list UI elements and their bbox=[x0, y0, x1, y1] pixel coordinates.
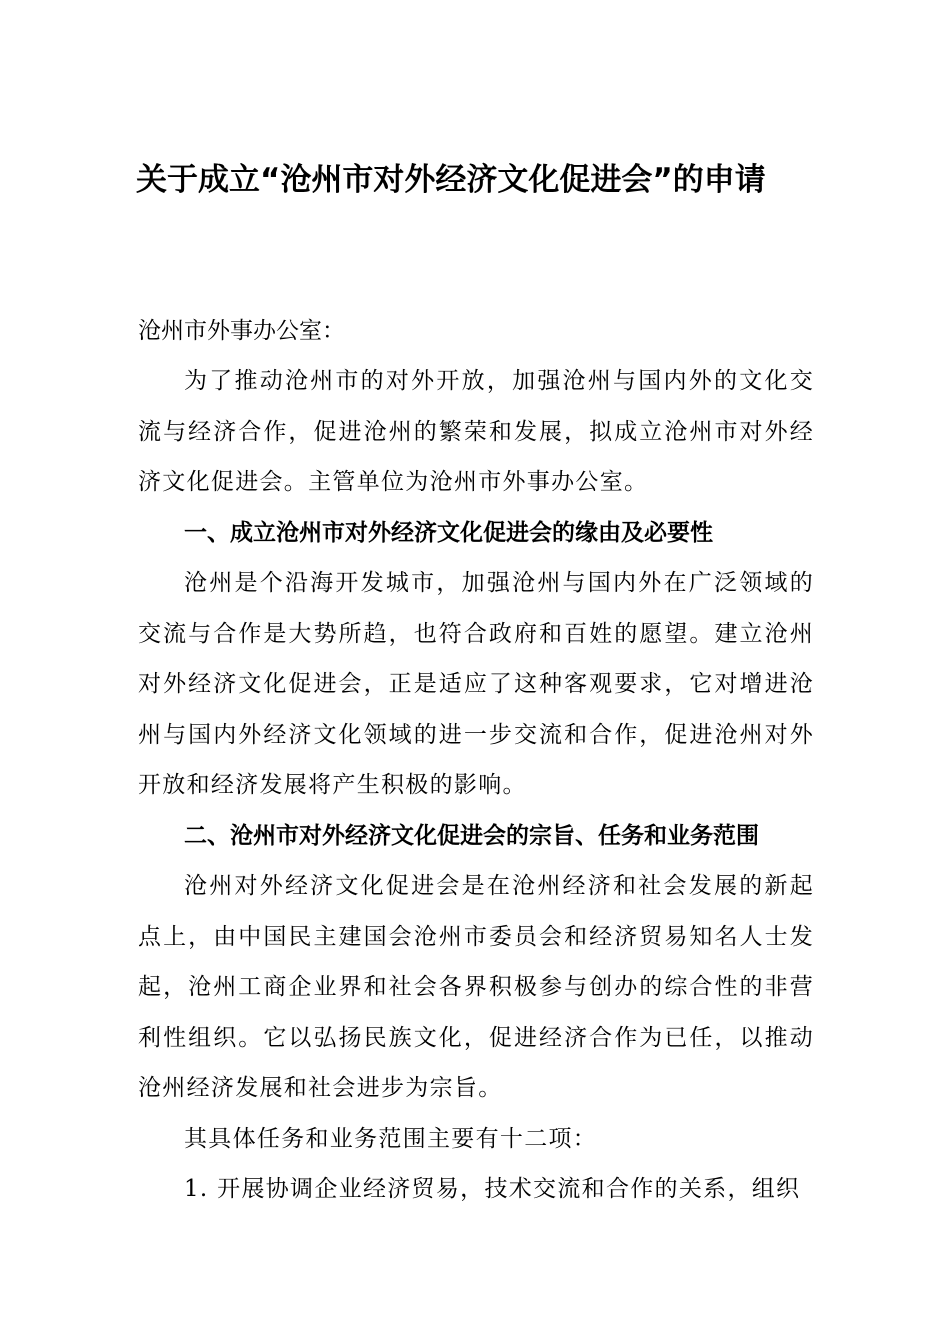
document-title: 关于成立“沧州市对外经济文化促进会”的申请 bbox=[136, 162, 766, 198]
section-1-paragraph: 沧州是个沿海开发城市，加强沧州与国内外在广泛领域的交流与合作是大势所趋，也符合政府和百姓的愿望。建立沧州对外经济文化促进会，正是适应了这种客观要求，它对增进沧州与国内外经济文化领域的进一步交流和合作，促进沧州对外开放和经济发展将产生积极的影响。 bbox=[138, 570, 814, 798]
salutation: 沧州市外事办公室： bbox=[138, 318, 345, 344]
section-1-heading: 一、成立沧州市对外经济文化促进会的缘由及必要性 bbox=[184, 519, 713, 546]
task-item-1: 1. 开展协调企业经济贸易，技术交流和合作的关系，组织 bbox=[184, 1176, 801, 1202]
document-body bbox=[138, 306, 814, 1215]
tasks-intro-paragraph: 其具体任务和业务范围主要有十二项： bbox=[184, 1125, 598, 1152]
section-2-heading: 二、沧州市对外经济文化促进会的宗旨、任务和业务范围 bbox=[184, 822, 759, 849]
intro-paragraph: 为了推动沧州市的对外开放，加强沧州与国内外的文化交流与经济合作，促进沧州的繁荣和发展，拟成立沧州市对外经济文化促进会。主管单位为沧州市外事办公室。 bbox=[138, 368, 814, 495]
section-2-paragraph: 沧州对外经济文化促进会是在沧州经济和社会发展的新起点上，由中国民主建国会沧州市委员会和经济贸易知名人士发起，沧州工商企业界和社会各界积极参与创办的综合性的非营利性组织。它以弘扬民族文化，促进经济合作为已任，以推动沧州经济发展和社会进步为宗旨。 bbox=[138, 873, 814, 1101]
